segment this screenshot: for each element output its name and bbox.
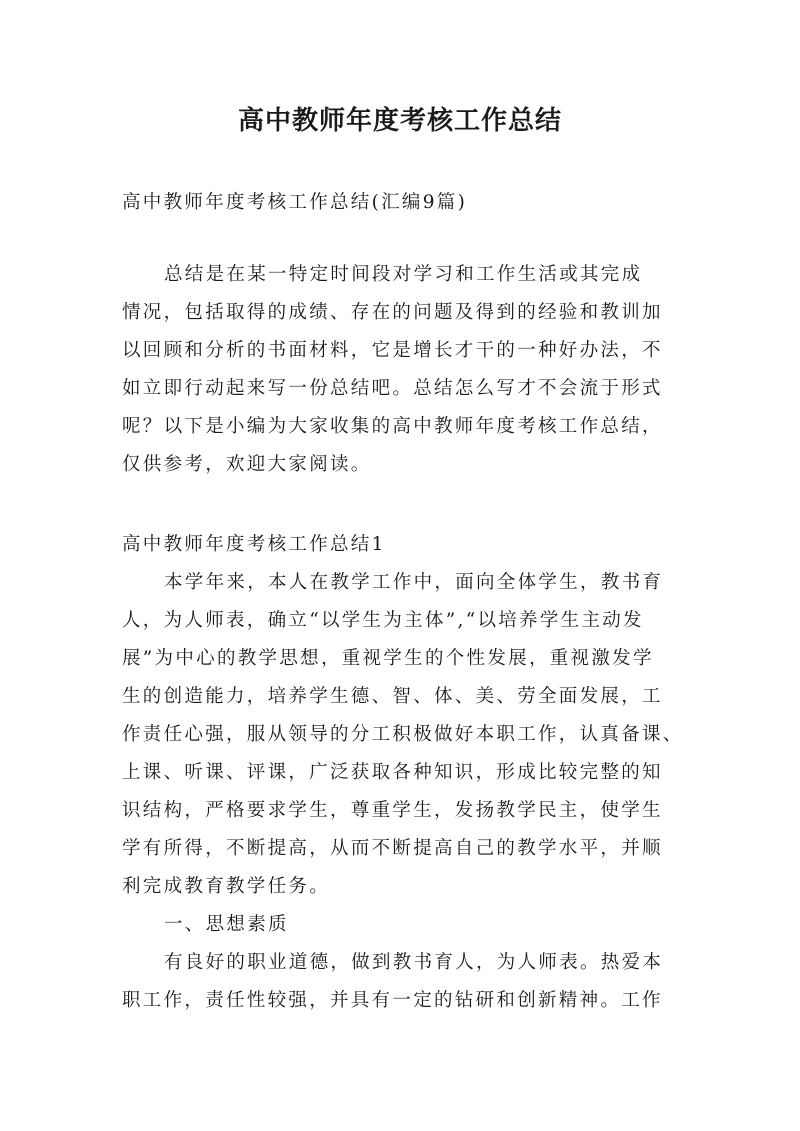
- body-line: 展”为中心的教学思想，重视学生的个性发展，重视激发学: [122, 648, 654, 669]
- intro-line: 如立即行动起来写一份总结吧。总结怎么写才不会流于形式: [122, 378, 663, 399]
- body-line: 识结构，严格要求学生，尊重学生，发扬教学民主，使学生: [122, 800, 663, 821]
- intro-line: 总结是在某一特定时间段对学习和工作生活或其完成: [164, 264, 643, 285]
- body-line: 生的创造能力，培养学生德、智、体、美、劳全面发展，工: [122, 686, 663, 707]
- body-line: 本学年来，本人在教学工作中，面向全体学生，教书育: [164, 572, 664, 593]
- document-subtitle: 高中教师年度考核工作总结(汇编9篇): [122, 192, 468, 213]
- body-line: 学有所得，不断提高，从而不断提高自己的教学水平，并顺: [122, 838, 663, 859]
- body-line: 作责任心强，服从领导的分工积极做好本职工作，认真备课、: [122, 724, 684, 745]
- body-line: 人，为人师表，确立“以学生为主体”,“以培养学生主动发: [122, 610, 644, 631]
- body-line: 有良好的职业道德，做到教书育人，为人师表。热爱本: [164, 952, 664, 973]
- body-line: 职工作，责任性较强，并具有一定的钻研和创新精神。工作: [122, 990, 663, 1011]
- body-line: 利完成教育教学任务。: [122, 876, 331, 897]
- intro-line: 情况，包括取得的成绩、存在的问题及得到的经验和教训加: [122, 302, 663, 323]
- intro-line: 以回顾和分析的书面材料，它是增长才干的一种好办法，不: [122, 340, 663, 361]
- subheading: 一、思想素质: [164, 914, 289, 935]
- document-title: 高中教师年度考核工作总结: [237, 106, 562, 136]
- intro-line: 呢？以下是小编为大家收集的高中教师年度考核工作总结，: [122, 416, 663, 437]
- intro-line: 仅供参考，欢迎大家阅读。: [122, 454, 372, 475]
- section-heading: 高中教师年度考核工作总结1: [122, 534, 386, 555]
- body-line: 上课、听课、评课，广泛获取各种知识，形成比较完整的知: [122, 762, 663, 783]
